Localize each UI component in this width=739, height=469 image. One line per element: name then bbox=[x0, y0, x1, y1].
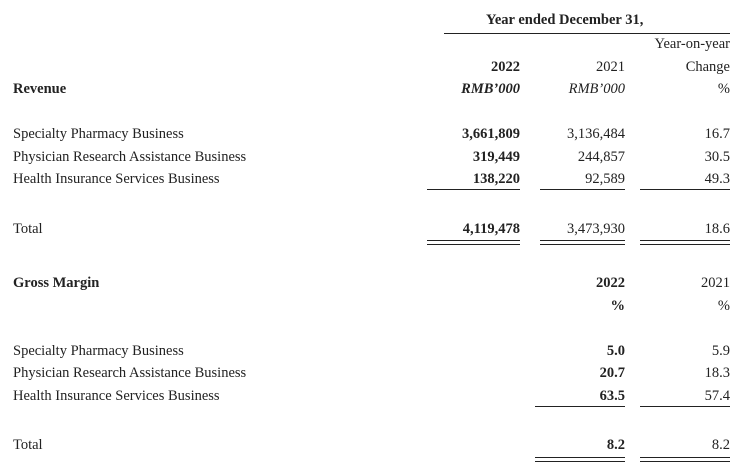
col-2021-header: 2021 bbox=[596, 59, 625, 75]
margin-total-double-rule-2022 bbox=[535, 457, 625, 462]
margin-section-label: Gross Margin bbox=[13, 275, 100, 291]
margin-unit-2022: % bbox=[610, 298, 625, 314]
margin-row-2022: 5.0 bbox=[606, 343, 625, 359]
revenue-row-change: 30.5 bbox=[704, 149, 730, 165]
revenue-row-2021: 92,589 bbox=[585, 171, 625, 187]
revenue-row-2022: 319,449 bbox=[472, 149, 520, 165]
revenue-row-label: Specialty Pharmacy Business bbox=[13, 126, 184, 142]
revenue-section-label: Revenue bbox=[13, 81, 67, 97]
total-double-rule-change bbox=[640, 240, 730, 245]
subtotal-rule-2021 bbox=[540, 189, 625, 190]
margin-row-2021: 57.4 bbox=[704, 388, 730, 404]
revenue-total-change: 18.6 bbox=[704, 221, 730, 237]
margin-total-2022: 8.2 bbox=[606, 437, 625, 453]
margin-total-label: Total bbox=[13, 437, 43, 453]
unit-change: % bbox=[717, 81, 730, 97]
subtotal-rule-2022 bbox=[427, 189, 520, 190]
revenue-row-change: 49.3 bbox=[704, 171, 730, 187]
margin-row-label: Physician Research Assistance Business bbox=[13, 365, 247, 381]
margin-row-2021: 18.3 bbox=[704, 365, 730, 381]
margin-subtotal-rule-2021 bbox=[640, 406, 730, 407]
change-header-line1: Year-on-year bbox=[654, 36, 730, 52]
margin-subtotal-rule-2022 bbox=[535, 406, 625, 407]
margin-row-2022: 63.5 bbox=[599, 388, 625, 404]
revenue-row-2021: 3,136,484 bbox=[567, 126, 625, 142]
margin-row-label: Health Insurance Services Business bbox=[13, 388, 220, 404]
margin-unit-2021: % bbox=[717, 298, 730, 314]
revenue-row-change: 16.7 bbox=[704, 126, 730, 142]
period-header: Year ended December 31, bbox=[486, 12, 644, 28]
revenue-row-2021: 244,857 bbox=[577, 149, 625, 165]
revenue-total-2022: 4,119,478 bbox=[462, 221, 520, 237]
margin-col-2022-header: 2022 bbox=[596, 275, 625, 291]
unit-2021: RMB’000 bbox=[568, 81, 625, 97]
revenue-row-label: Physician Research Assistance Business bbox=[13, 149, 247, 165]
total-double-rule-2021 bbox=[540, 240, 625, 245]
margin-row-2021: 5.9 bbox=[711, 343, 730, 359]
margin-col-2021-header: 2021 bbox=[701, 275, 730, 291]
col-2022-header: 2022 bbox=[491, 59, 520, 75]
margin-total-double-rule-2021 bbox=[640, 457, 730, 462]
revenue-total-2021: 3,473,930 bbox=[567, 221, 625, 237]
revenue-total-label: Total bbox=[13, 221, 43, 237]
subtotal-rule-change bbox=[640, 189, 730, 190]
revenue-row-2022: 3,661,809 bbox=[462, 126, 520, 142]
period-header-rule bbox=[444, 33, 730, 34]
margin-row-2022: 20.7 bbox=[599, 365, 625, 381]
revenue-row-label: Health Insurance Services Business bbox=[13, 171, 220, 187]
total-double-rule-2022 bbox=[427, 240, 520, 245]
change-header-line2: Change bbox=[685, 59, 730, 75]
margin-total-2021: 8.2 bbox=[711, 437, 730, 453]
revenue-row-2022: 138,220 bbox=[472, 171, 520, 187]
margin-row-label: Specialty Pharmacy Business bbox=[13, 343, 184, 359]
unit-2022: RMB’000 bbox=[461, 81, 520, 97]
